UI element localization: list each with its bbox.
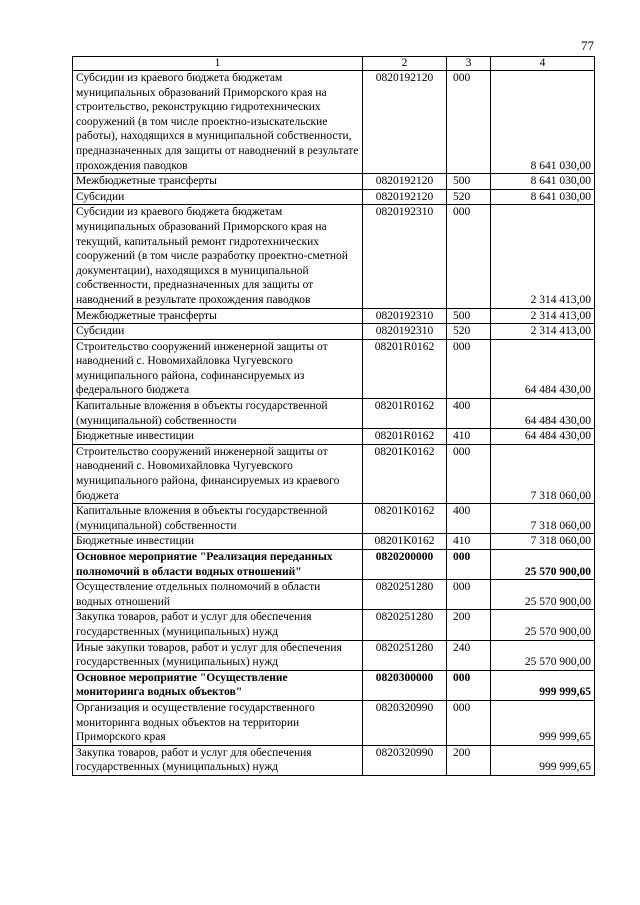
header-col-4: 4 — [491, 57, 595, 71]
table-row — [73, 610, 595, 640]
cell-expense-type: 400 — [447, 399, 491, 429]
cell-code: 0820200000 — [363, 550, 447, 580]
cell-expense-type: 000 — [447, 339, 491, 398]
cell-expense-type: 000 — [447, 444, 491, 503]
table-row — [73, 745, 595, 775]
header-col-2: 2 — [363, 57, 447, 71]
table-body — [73, 71, 595, 776]
cell-expense-type: 000 — [447, 550, 491, 580]
cell-name: Бюджетные инвестиции — [73, 534, 363, 550]
cell-name: Закупка товаров, работ и услуг для обеспечения государственных (муниципальных) нужд — [73, 610, 363, 640]
cell-expense-type: 200 — [447, 610, 491, 640]
cell-code: 0820192120 — [363, 71, 447, 174]
cell-sum: 999 999,65 — [491, 745, 595, 775]
cell-name: Бюджетные инвестиции — [73, 429, 363, 445]
cell-expense-type: 400 — [447, 504, 491, 534]
table-row — [73, 640, 595, 670]
cell-code: 08201R0162 — [363, 399, 447, 429]
cell-sum: 7 318 060,00 — [491, 504, 595, 534]
table-row — [73, 189, 595, 205]
cell-sum: 8 641 030,00 — [491, 189, 595, 205]
cell-expense-type: 200 — [447, 745, 491, 775]
cell-code: 0820192310 — [363, 308, 447, 324]
cell-name: Основное мероприятие "Осуществление мониторинга водных объектов" — [73, 670, 363, 700]
cell-sum: 25 570 900,00 — [491, 610, 595, 640]
header-col-3: 3 — [447, 57, 491, 71]
cell-sum: 8 641 030,00 — [491, 174, 595, 190]
cell-sum: 999 999,65 — [491, 670, 595, 700]
table-row — [73, 580, 595, 610]
cell-name: Иные закупки товаров, работ и услуг для обеспечения государственных (муниципальных) нужд — [73, 640, 363, 670]
budget-table — [72, 56, 595, 776]
cell-code: 08201K0162 — [363, 534, 447, 550]
cell-code: 0820192310 — [363, 205, 447, 308]
table-row — [73, 399, 595, 429]
header-col-1: 1 — [73, 57, 363, 71]
table-row — [73, 429, 595, 445]
cell-name: Субсидии из краевого бюджета бюджетам муниципальных образований Приморского края на строительство, реконструкцию гидротехнических сооружений (в том числе проектно-изыскательские работы), находящихся в муниципальной собственности, предназначенных для защиты от наводнений в результате прохождения паводков — [73, 71, 363, 174]
cell-sum: 2 314 413,00 — [491, 205, 595, 308]
cell-code: 08201K0162 — [363, 444, 447, 503]
cell-expense-type: 000 — [447, 670, 491, 700]
cell-name: Закупка товаров, работ и услуг для обеспечения государственных (муниципальных) нужд — [73, 745, 363, 775]
cell-code: 0820251280 — [363, 610, 447, 640]
cell-expense-type: 000 — [447, 71, 491, 174]
cell-name: Строительство сооружений инженерной защиты от наводнений с. Новомихайловка Чугуевского муниципального района, софинансируемых из федерального бюджета — [73, 339, 363, 398]
header-row — [73, 57, 595, 71]
cell-sum: 25 570 900,00 — [491, 550, 595, 580]
cell-expense-type: 520 — [447, 189, 491, 205]
cell-expense-type: 500 — [447, 308, 491, 324]
cell-name: Субсидии из краевого бюджета бюджетам муниципальных образований Приморского края на текущий, капитальный ремонт гидротехнических сооружений (в том числе разработку проектно-сметной документации), находящихся в муниципальной собственности, предназначенных для защиты от наводнений в результате прохождения паводков — [73, 205, 363, 308]
cell-sum: 2 314 413,00 — [491, 308, 595, 324]
cell-sum: 25 570 900,00 — [491, 580, 595, 610]
cell-code: 08201R0162 — [363, 339, 447, 398]
cell-expense-type: 410 — [447, 534, 491, 550]
cell-name: Капитальные вложения в объекты государственной (муниципальной) собственности — [73, 399, 363, 429]
cell-code: 08201K0162 — [363, 504, 447, 534]
cell-code: 0820251280 — [363, 580, 447, 610]
cell-sum: 64 484 430,00 — [491, 429, 595, 445]
cell-expense-type: 240 — [447, 640, 491, 670]
cell-code: 0820300000 — [363, 670, 447, 700]
cell-code: 0820251280 — [363, 640, 447, 670]
cell-name: Межбюджетные трансферты — [73, 308, 363, 324]
cell-name: Капитальные вложения в объекты государственной (муниципальной) собственности — [73, 504, 363, 534]
cell-sum: 25 570 900,00 — [491, 640, 595, 670]
table-row — [73, 700, 595, 745]
table-row — [73, 534, 595, 550]
table-row — [73, 324, 595, 340]
cell-sum: 7 318 060,00 — [491, 444, 595, 503]
cell-sum: 7 318 060,00 — [491, 534, 595, 550]
cell-name: Межбюджетные трансферты — [73, 174, 363, 190]
table-row — [73, 550, 595, 580]
table-row — [73, 504, 595, 534]
table-row — [73, 205, 595, 308]
cell-code: 0820320990 — [363, 745, 447, 775]
table-row — [73, 71, 595, 174]
cell-name: Строительство сооружений инженерной защиты от наводнений с. Новомихайловка Чугуевского муниципального района, финансируемых из краевого бюджета — [73, 444, 363, 503]
cell-code: 0820192310 — [363, 324, 447, 340]
cell-expense-type: 000 — [447, 580, 491, 610]
cell-sum: 64 484 430,00 — [491, 399, 595, 429]
cell-name: Основное мероприятие "Реализация переданных полномочий в области водных отношений" — [73, 550, 363, 580]
cell-expense-type: 000 — [447, 700, 491, 745]
cell-expense-type: 500 — [447, 174, 491, 190]
table-row — [73, 308, 595, 324]
cell-name: Осуществление отдельных полномочий в области водных отношений — [73, 580, 363, 610]
cell-sum: 2 314 413,00 — [491, 324, 595, 340]
cell-code: 0820192120 — [363, 174, 447, 190]
cell-sum: 8 641 030,00 — [491, 71, 595, 174]
cell-expense-type: 000 — [447, 205, 491, 308]
cell-code: 0820320990 — [363, 700, 447, 745]
table-row — [73, 444, 595, 503]
cell-sum: 999 999,65 — [491, 700, 595, 745]
cell-name: Организация и осуществление государственного мониторинга водных объектов на территории Приморского края — [73, 700, 363, 745]
cell-name: Субсидии — [73, 189, 363, 205]
table-row — [73, 670, 595, 700]
cell-expense-type: 520 — [447, 324, 491, 340]
cell-sum: 64 484 430,00 — [491, 339, 595, 398]
cell-expense-type: 410 — [447, 429, 491, 445]
table-row — [73, 339, 595, 398]
page-number: 77 — [581, 38, 594, 53]
cell-name: Субсидии — [73, 324, 363, 340]
cell-code: 08201R0162 — [363, 429, 447, 445]
table-row — [73, 174, 595, 190]
cell-code: 0820192120 — [363, 189, 447, 205]
